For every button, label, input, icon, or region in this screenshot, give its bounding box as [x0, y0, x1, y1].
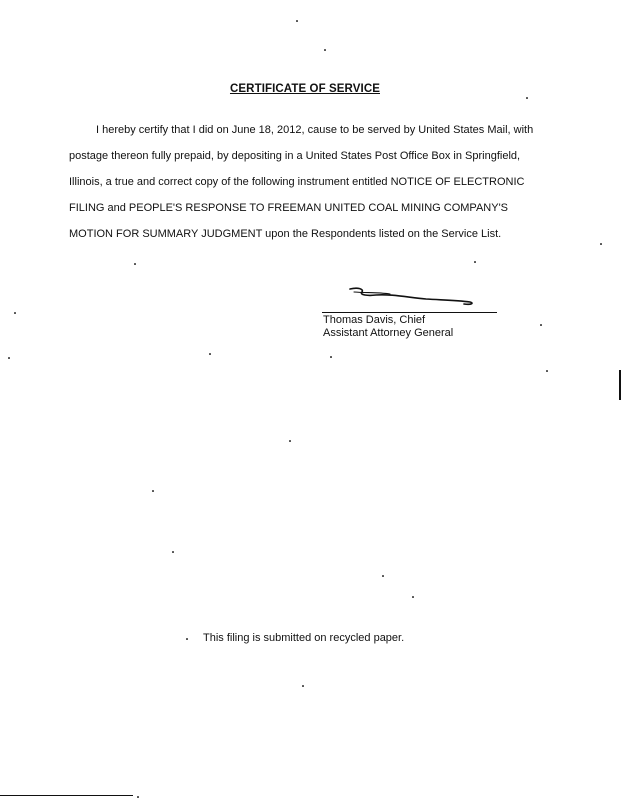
body-line-5: MOTION FOR SUMMARY JUDGMENT upon the Respondents listed on the Service List.: [69, 228, 502, 240]
scan-speck: [330, 356, 332, 358]
scan-speck: [324, 49, 326, 51]
scan-speck: [8, 357, 10, 359]
document-title: CERTIFICATE OF SERVICE: [229, 83, 380, 95]
scan-speck: [137, 796, 139, 798]
scan-speck: [209, 353, 211, 355]
scan-speck: [546, 370, 548, 372]
signer-title: Assistant Attorney General: [323, 327, 454, 339]
scan-edge-mark: [619, 370, 621, 400]
signer-name: Thomas Davis, Chief: [323, 314, 426, 326]
scan-speck: [412, 596, 414, 598]
scan-speck: [302, 685, 304, 687]
scan-speck: [526, 97, 528, 99]
scan-speck: [172, 551, 174, 553]
scan-speck: [382, 575, 384, 577]
body-line-2: postage thereon fully prepaid, by depositing in a United States Post Office Box in Springfield,: [69, 150, 521, 162]
scan-speck: [600, 243, 602, 245]
scan-speck: [14, 312, 16, 314]
scan-speck: [186, 638, 188, 640]
footnote-rule: [0, 795, 133, 796]
body-line-4: FILING and PEOPLE'S RESPONSE TO FREEMAN UNITED COAL MINING COMPANY'S: [69, 202, 509, 214]
signature-line: [322, 312, 497, 313]
recycled-paper-note: This filing is submitted on recycled paper.: [203, 632, 405, 644]
scan-speck: [540, 324, 542, 326]
scan-speck: [296, 20, 298, 22]
scan-speck: [289, 440, 291, 442]
body-line-1: I hereby certify that I did on June 18, 2012, cause to be served by United States Mail, with: [96, 124, 534, 136]
scan-speck: [134, 263, 136, 265]
handwritten-signature: [346, 283, 481, 313]
scan-speck: [152, 490, 154, 492]
body-line-3: Illinois, a true and correct copy of the following instrument entitled NOTICE OF ELECTRONIC: [69, 176, 525, 188]
scan-speck: [474, 261, 476, 263]
